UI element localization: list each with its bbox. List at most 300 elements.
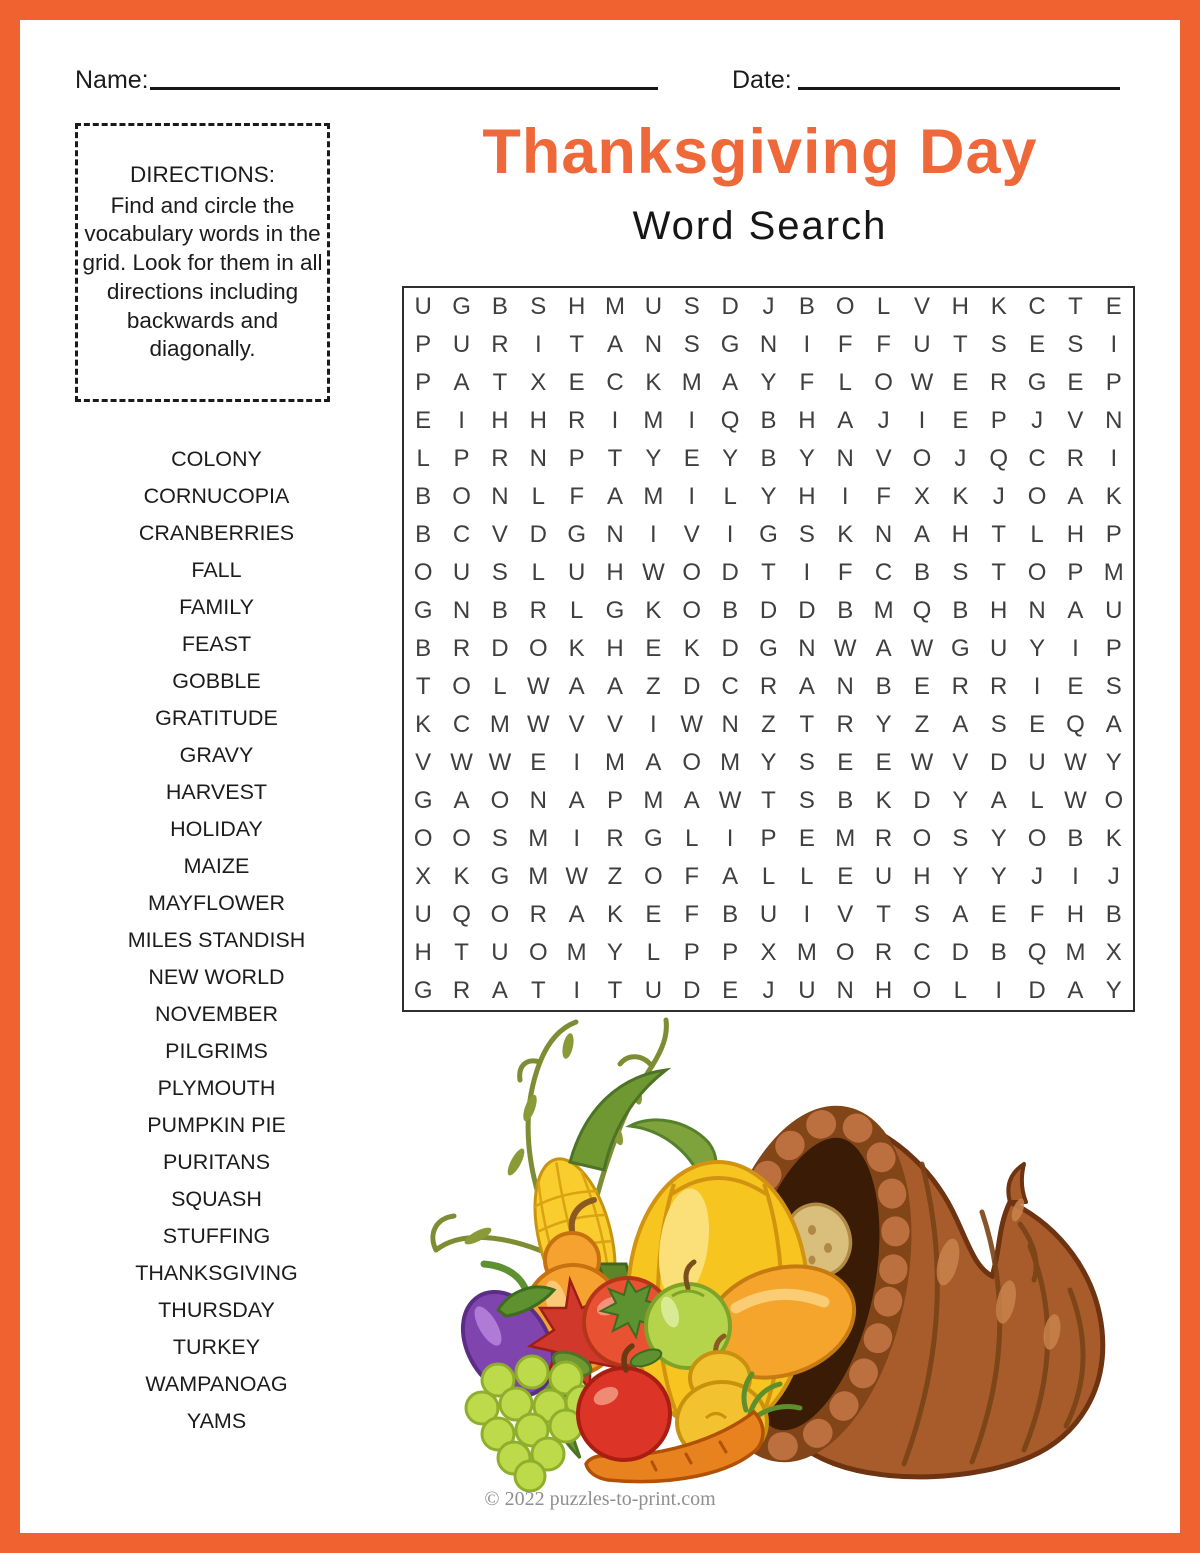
grid-cell[interactable]: H bbox=[567, 293, 586, 320]
grid-cell[interactable]: Z bbox=[761, 711, 776, 738]
grid-cell[interactable]: W bbox=[642, 559, 665, 586]
grid-cell[interactable]: S bbox=[913, 901, 930, 928]
grid-cell[interactable]: I bbox=[1072, 863, 1079, 890]
grid-cell[interactable]: D bbox=[721, 635, 739, 662]
grid-cell[interactable]: J bbox=[762, 293, 775, 320]
grid-cell[interactable]: C bbox=[874, 559, 893, 586]
grid-cell[interactable]: W bbox=[488, 749, 512, 776]
grid-cell[interactable]: J bbox=[954, 445, 967, 472]
grid-cell[interactable]: S bbox=[990, 711, 1007, 738]
grid-cell[interactable]: A bbox=[875, 635, 892, 662]
grid-cell[interactable]: T bbox=[492, 369, 508, 396]
grid-cell[interactable]: B bbox=[760, 407, 777, 434]
grid-cell[interactable]: E bbox=[415, 407, 432, 434]
grid-cell[interactable]: W bbox=[1064, 787, 1087, 814]
grid-cell[interactable]: R bbox=[759, 673, 778, 700]
grid-cell[interactable]: A bbox=[683, 787, 700, 814]
grid-cell[interactable]: A bbox=[1105, 711, 1122, 738]
grid-cell[interactable]: H bbox=[798, 483, 816, 510]
grid-cell[interactable]: K bbox=[875, 787, 892, 814]
grid-cell[interactable]: I bbox=[650, 521, 657, 548]
grid-cell[interactable]: T bbox=[876, 901, 891, 928]
grid-cell[interactable]: D bbox=[1028, 977, 1046, 1004]
grid-cell[interactable]: A bbox=[607, 673, 624, 700]
grid-cell[interactable]: T bbox=[1068, 293, 1083, 320]
grid-cell[interactable]: I bbox=[611, 407, 619, 434]
grid-cell[interactable]: U bbox=[913, 331, 931, 358]
grid-cell[interactable]: K bbox=[990, 293, 1007, 320]
grid-cell[interactable]: O bbox=[644, 863, 663, 890]
grid-cell[interactable]: E bbox=[913, 673, 930, 700]
grid-cell[interactable]: H bbox=[913, 863, 931, 890]
grid-cell[interactable]: W bbox=[1064, 749, 1087, 776]
grid-cell[interactable]: X bbox=[415, 863, 432, 890]
grid-cell[interactable]: Y bbox=[722, 445, 739, 472]
grid-cell[interactable]: I bbox=[726, 825, 734, 852]
grid-cell[interactable]: D bbox=[683, 977, 701, 1004]
grid-cell[interactable]: B bbox=[798, 293, 815, 320]
grid-cell[interactable]: L bbox=[685, 825, 699, 852]
grid-cell[interactable]: O bbox=[912, 445, 932, 472]
grid-cell[interactable]: D bbox=[683, 673, 701, 700]
grid-cell[interactable]: A bbox=[722, 369, 739, 396]
grid-cell[interactable]: W bbox=[910, 749, 934, 776]
grid-cell[interactable]: L bbox=[569, 597, 584, 624]
grid-cell[interactable]: O bbox=[528, 939, 548, 966]
grid-cell[interactable]: O bbox=[413, 559, 433, 586]
grid-cell[interactable]: T bbox=[799, 711, 815, 738]
grid-cell[interactable]: E bbox=[952, 369, 969, 396]
grid-cell[interactable]: T bbox=[415, 673, 431, 700]
grid-cell[interactable]: N bbox=[491, 483, 509, 510]
grid-cell[interactable]: I bbox=[534, 331, 542, 358]
grid-cell[interactable]: L bbox=[493, 673, 507, 700]
grid-cell[interactable]: J bbox=[992, 483, 1005, 510]
grid-cell[interactable]: N bbox=[1105, 407, 1123, 434]
grid-cell[interactable]: P bbox=[1105, 369, 1122, 396]
grid-cell[interactable]: R bbox=[491, 445, 509, 472]
grid-cell[interactable]: E bbox=[837, 749, 854, 776]
grid-cell[interactable]: I bbox=[458, 407, 465, 434]
grid-cell[interactable]: O bbox=[1027, 825, 1047, 852]
grid-cell[interactable]: V bbox=[952, 749, 969, 776]
grid-cell[interactable]: A bbox=[607, 331, 624, 358]
grid-cell[interactable]: E bbox=[683, 445, 700, 472]
grid-cell[interactable]: L bbox=[723, 483, 737, 510]
grid-cell[interactable]: Q bbox=[1066, 711, 1085, 738]
grid-cell[interactable]: I bbox=[841, 483, 849, 510]
grid-cell[interactable]: H bbox=[414, 939, 432, 966]
grid-cell[interactable]: L bbox=[1030, 787, 1044, 814]
grid-cell[interactable]: P bbox=[607, 787, 624, 814]
grid-cell[interactable]: S bbox=[530, 293, 547, 320]
grid-cell[interactable]: R bbox=[1066, 445, 1085, 472]
grid-cell[interactable]: M bbox=[643, 407, 664, 434]
grid-cell[interactable]: O bbox=[835, 939, 855, 966]
grid-cell[interactable]: U bbox=[644, 977, 663, 1004]
grid-cell[interactable]: W bbox=[526, 711, 550, 738]
grid-cell[interactable]: K bbox=[1105, 483, 1122, 510]
grid-cell[interactable]: H bbox=[990, 597, 1008, 624]
grid-cell[interactable]: H bbox=[606, 559, 624, 586]
grid-cell[interactable]: Y bbox=[645, 445, 662, 472]
grid-cell[interactable]: Z bbox=[646, 673, 661, 700]
grid-cell[interactable]: O bbox=[490, 901, 510, 928]
grid-cell[interactable]: A bbox=[607, 483, 624, 510]
grid-cell[interactable]: J bbox=[1031, 863, 1044, 890]
grid-cell[interactable]: P bbox=[568, 445, 585, 472]
grid-cell[interactable]: Y bbox=[990, 825, 1007, 852]
grid-cell[interactable]: C bbox=[913, 939, 931, 966]
grid-cell[interactable]: D bbox=[951, 939, 969, 966]
grid-cell[interactable]: V bbox=[837, 901, 854, 928]
grid-cell[interactable]: U bbox=[414, 901, 432, 928]
grid-cell[interactable]: E bbox=[645, 901, 662, 928]
grid-cell[interactable]: A bbox=[722, 863, 739, 890]
grid-cell[interactable]: M bbox=[528, 863, 549, 890]
grid-cell[interactable]: O bbox=[912, 825, 932, 852]
grid-cell[interactable]: Q bbox=[452, 901, 471, 928]
grid-cell[interactable]: S bbox=[990, 331, 1007, 358]
grid-cell[interactable]: V bbox=[913, 293, 930, 320]
grid-cell[interactable]: O bbox=[1027, 483, 1047, 510]
grid-cell[interactable]: C bbox=[606, 369, 624, 396]
grid-cell[interactable]: P bbox=[760, 825, 777, 852]
grid-cell[interactable]: S bbox=[1105, 673, 1122, 700]
grid-cell[interactable]: N bbox=[836, 977, 854, 1004]
grid-cell[interactable]: E bbox=[990, 901, 1007, 928]
grid-cell[interactable]: L bbox=[953, 977, 968, 1004]
grid-cell[interactable]: B bbox=[837, 597, 854, 624]
grid-cell[interactable]: T bbox=[530, 977, 546, 1004]
grid-cell[interactable]: R bbox=[567, 407, 586, 434]
grid-cell[interactable]: U bbox=[414, 293, 432, 320]
grid-cell[interactable]: M bbox=[528, 825, 549, 852]
grid-cell[interactable]: L bbox=[838, 369, 852, 396]
grid-cell[interactable]: G bbox=[567, 521, 586, 548]
grid-cell[interactable]: W bbox=[526, 673, 550, 700]
grid-cell[interactable]: S bbox=[952, 559, 969, 586]
grid-cell[interactable]: M bbox=[643, 483, 664, 510]
grid-cell[interactable]: R bbox=[874, 825, 893, 852]
name-input-line[interactable] bbox=[150, 64, 658, 90]
grid-cell[interactable]: O bbox=[413, 825, 433, 852]
grid-cell[interactable]: O bbox=[1027, 559, 1047, 586]
grid-cell[interactable]: A bbox=[990, 787, 1007, 814]
grid-cell[interactable]: G bbox=[720, 331, 740, 358]
grid-cell[interactable]: I bbox=[1072, 635, 1079, 662]
grid-cell[interactable]: H bbox=[491, 407, 509, 434]
grid-cell[interactable]: E bbox=[645, 635, 662, 662]
grid-cell[interactable]: L bbox=[531, 559, 545, 586]
grid-cell[interactable]: E bbox=[1067, 369, 1084, 396]
grid-cell[interactable]: F bbox=[837, 559, 853, 586]
grid-cell[interactable]: Q bbox=[912, 597, 932, 624]
grid-cell[interactable]: A bbox=[1067, 977, 1084, 1004]
grid-cell[interactable]: T bbox=[607, 445, 623, 472]
grid-cell[interactable]: R bbox=[874, 939, 893, 966]
grid-cell[interactable]: S bbox=[952, 825, 969, 852]
grid-cell[interactable]: V bbox=[683, 521, 700, 548]
grid-cell[interactable]: G bbox=[644, 825, 663, 852]
grid-cell[interactable]: V bbox=[1067, 407, 1084, 434]
grid-cell[interactable]: I bbox=[726, 521, 734, 548]
grid-cell[interactable]: T bbox=[761, 559, 776, 586]
grid-cell[interactable]: E bbox=[722, 977, 739, 1004]
grid-cell[interactable]: O bbox=[682, 559, 702, 586]
grid-cell[interactable]: M bbox=[643, 787, 664, 814]
grid-cell[interactable]: I bbox=[803, 901, 811, 928]
grid-cell[interactable]: L bbox=[761, 863, 776, 890]
grid-cell[interactable]: N bbox=[798, 635, 816, 662]
grid-cell[interactable]: Y bbox=[875, 711, 892, 738]
grid-cell[interactable]: I bbox=[573, 749, 580, 776]
grid-cell[interactable]: G bbox=[452, 293, 471, 320]
grid-cell[interactable]: Y bbox=[1105, 977, 1122, 1004]
grid-cell[interactable]: A bbox=[568, 673, 585, 700]
grid-cell[interactable]: Y bbox=[760, 483, 777, 510]
grid-cell[interactable]: R bbox=[951, 673, 969, 700]
grid-cell[interactable]: N bbox=[874, 521, 893, 548]
grid-cell[interactable]: I bbox=[573, 977, 580, 1004]
grid-cell[interactable]: B bbox=[760, 445, 777, 472]
grid-cell[interactable]: P bbox=[453, 445, 470, 472]
grid-cell[interactable]: O bbox=[682, 597, 702, 624]
grid-cell[interactable]: A bbox=[568, 901, 585, 928]
grid-cell[interactable]: L bbox=[646, 939, 661, 966]
grid-cell[interactable]: N bbox=[836, 445, 854, 472]
grid-cell[interactable]: H bbox=[1066, 521, 1085, 548]
grid-cell[interactable]: M bbox=[489, 711, 510, 738]
grid-cell[interactable]: T bbox=[953, 331, 968, 358]
grid-cell[interactable]: Q bbox=[720, 407, 740, 434]
grid-cell[interactable]: E bbox=[1067, 673, 1084, 700]
grid-cell[interactable]: U bbox=[644, 293, 663, 320]
grid-cell[interactable]: B bbox=[990, 939, 1007, 966]
grid-cell[interactable]: G bbox=[413, 787, 433, 814]
grid-cell[interactable]: M bbox=[605, 293, 626, 320]
grid-cell[interactable]: Z bbox=[914, 711, 930, 738]
grid-cell[interactable]: H bbox=[874, 977, 893, 1004]
grid-cell[interactable]: R bbox=[529, 901, 547, 928]
grid-cell[interactable]: B bbox=[415, 521, 432, 548]
grid-cell[interactable]: J bbox=[877, 407, 890, 434]
grid-cell[interactable]: N bbox=[452, 597, 471, 624]
grid-cell[interactable]: A bbox=[453, 787, 470, 814]
grid-cell[interactable]: A bbox=[1067, 483, 1084, 510]
grid-cell[interactable]: W bbox=[565, 863, 588, 890]
grid-cell[interactable]: Y bbox=[952, 863, 969, 890]
grid-cell[interactable]: C bbox=[452, 711, 471, 738]
grid-cell[interactable]: B bbox=[952, 597, 969, 624]
grid-cell[interactable]: H bbox=[529, 407, 547, 434]
grid-cell[interactable]: H bbox=[951, 293, 969, 320]
grid-cell[interactable]: V bbox=[415, 749, 432, 776]
grid-cell[interactable]: I bbox=[1110, 445, 1118, 472]
grid-cell[interactable]: M bbox=[605, 749, 626, 776]
grid-cell[interactable]: T bbox=[569, 331, 584, 358]
grid-cell[interactable]: Z bbox=[607, 863, 623, 890]
grid-cell[interactable]: V bbox=[875, 445, 892, 472]
grid-cell[interactable]: C bbox=[452, 521, 471, 548]
grid-cell[interactable]: I bbox=[573, 825, 580, 852]
grid-cell[interactable]: K bbox=[415, 711, 432, 738]
grid-cell[interactable]: P bbox=[1105, 521, 1122, 548]
grid-cell[interactable]: A bbox=[453, 369, 470, 396]
grid-cell[interactable]: P bbox=[1105, 635, 1122, 662]
grid-cell[interactable]: U bbox=[759, 901, 778, 928]
grid-cell[interactable]: Q bbox=[989, 445, 1009, 472]
grid-cell[interactable]: R bbox=[491, 331, 509, 358]
grid-cell[interactable]: E bbox=[1105, 293, 1122, 320]
grid-cell[interactable]: O bbox=[452, 483, 471, 510]
grid-cell[interactable]: O bbox=[1104, 787, 1124, 814]
grid-cell[interactable]: D bbox=[990, 749, 1008, 776]
grid-cell[interactable]: K bbox=[568, 635, 585, 662]
grid-cell[interactable]: U bbox=[1105, 597, 1123, 624]
grid-cell[interactable]: A bbox=[645, 749, 662, 776]
grid-cell[interactable]: S bbox=[1067, 331, 1084, 358]
grid-cell[interactable]: W bbox=[910, 635, 934, 662]
grid-cell[interactable]: Y bbox=[1029, 635, 1046, 662]
grid-cell[interactable]: N bbox=[529, 445, 547, 472]
grid-cell[interactable]: G bbox=[759, 521, 778, 548]
grid-cell[interactable]: F bbox=[837, 331, 853, 358]
grid-cell[interactable]: B bbox=[722, 597, 739, 624]
grid-cell[interactable]: B bbox=[875, 673, 892, 700]
grid-cell[interactable]: B bbox=[491, 597, 508, 624]
grid-cell[interactable]: P bbox=[990, 407, 1007, 434]
grid-cell[interactable]: P bbox=[1067, 559, 1084, 586]
grid-cell[interactable]: Y bbox=[990, 863, 1007, 890]
grid-cell[interactable]: G bbox=[490, 863, 510, 890]
grid-cell[interactable]: A bbox=[1067, 597, 1084, 624]
grid-cell[interactable]: N bbox=[529, 787, 547, 814]
grid-cell[interactable]: Y bbox=[760, 369, 777, 396]
grid-cell[interactable]: I bbox=[688, 407, 696, 434]
grid-cell[interactable]: Y bbox=[952, 787, 969, 814]
grid-cell[interactable]: T bbox=[991, 559, 1007, 586]
grid-cell[interactable]: P bbox=[415, 369, 432, 396]
grid-cell[interactable]: O bbox=[874, 369, 893, 396]
grid-cell[interactable]: A bbox=[913, 521, 930, 548]
grid-cell[interactable]: U bbox=[798, 977, 816, 1004]
grid-cell[interactable]: J bbox=[1031, 407, 1044, 434]
grid-cell[interactable]: W bbox=[833, 635, 857, 662]
grid-cell[interactable]: O bbox=[452, 673, 471, 700]
grid-cell[interactable]: H bbox=[606, 635, 624, 662]
grid-cell[interactable]: K bbox=[645, 369, 662, 396]
grid-cell[interactable]: F bbox=[876, 331, 891, 358]
grid-cell[interactable]: H bbox=[798, 407, 816, 434]
grid-cell[interactable]: U bbox=[874, 863, 893, 890]
grid-cell[interactable]: V bbox=[607, 711, 624, 738]
grid-cell[interactable]: C bbox=[1028, 293, 1046, 320]
grid-cell[interactable]: A bbox=[568, 787, 585, 814]
grid-cell[interactable]: E bbox=[1029, 331, 1046, 358]
grid-cell[interactable]: K bbox=[645, 597, 662, 624]
grid-cell[interactable]: Y bbox=[1105, 749, 1122, 776]
grid-cell[interactable]: T bbox=[607, 977, 623, 1004]
grid-cell[interactable]: E bbox=[952, 407, 969, 434]
grid-cell[interactable]: F bbox=[799, 369, 815, 396]
grid-cell[interactable]: S bbox=[683, 331, 700, 358]
grid-cell[interactable]: H bbox=[951, 521, 969, 548]
grid-cell[interactable]: F bbox=[684, 863, 700, 890]
grid-cell[interactable]: P bbox=[683, 939, 700, 966]
grid-cell[interactable]: X bbox=[1105, 939, 1122, 966]
grid-cell[interactable]: P bbox=[722, 939, 739, 966]
grid-cell[interactable]: L bbox=[800, 863, 814, 890]
grid-cell[interactable]: J bbox=[1107, 863, 1120, 890]
grid-cell[interactable]: M bbox=[835, 825, 856, 852]
grid-cell[interactable]: D bbox=[913, 787, 931, 814]
grid-cell[interactable]: U bbox=[452, 331, 471, 358]
grid-cell[interactable]: R bbox=[836, 711, 854, 738]
grid-cell[interactable]: E bbox=[1029, 711, 1046, 738]
grid-cell[interactable]: A bbox=[491, 977, 508, 1004]
grid-cell[interactable]: I bbox=[1033, 673, 1041, 700]
grid-cell[interactable]: U bbox=[1028, 749, 1046, 776]
grid-cell[interactable]: B bbox=[913, 559, 930, 586]
grid-cell[interactable]: X bbox=[913, 483, 930, 510]
grid-cell[interactable]: L bbox=[1030, 521, 1044, 548]
grid-cell[interactable]: I bbox=[803, 331, 811, 358]
grid-cell[interactable]: B bbox=[491, 293, 508, 320]
grid-cell[interactable]: B bbox=[722, 901, 739, 928]
grid-cell[interactable]: M bbox=[566, 939, 587, 966]
grid-cell[interactable]: M bbox=[720, 749, 741, 776]
grid-cell[interactable]: D bbox=[721, 293, 739, 320]
grid-cell[interactable]: C bbox=[1028, 445, 1046, 472]
grid-cell[interactable]: S bbox=[491, 559, 508, 586]
grid-cell[interactable]: S bbox=[683, 293, 700, 320]
grid-cell[interactable]: M bbox=[873, 597, 894, 624]
grid-cell[interactable]: N bbox=[644, 331, 663, 358]
grid-cell[interactable]: R bbox=[990, 673, 1008, 700]
grid-cell[interactable]: X bbox=[760, 939, 777, 966]
grid-cell[interactable]: U bbox=[452, 559, 471, 586]
grid-cell[interactable]: O bbox=[835, 293, 855, 320]
grid-cell[interactable]: G bbox=[759, 635, 778, 662]
grid-cell[interactable]: U bbox=[491, 939, 509, 966]
grid-cell[interactable]: Y bbox=[607, 939, 624, 966]
grid-cell[interactable]: E bbox=[568, 369, 585, 396]
grid-cell[interactable]: W bbox=[910, 369, 934, 396]
grid-cell[interactable]: B bbox=[837, 787, 854, 814]
grid-cell[interactable]: I bbox=[650, 711, 657, 738]
grid-cell[interactable]: N bbox=[759, 331, 778, 358]
grid-cell[interactable]: N bbox=[606, 521, 624, 548]
grid-cell[interactable]: Y bbox=[798, 445, 815, 472]
grid-cell[interactable]: R bbox=[452, 977, 471, 1004]
grid-cell[interactable]: T bbox=[761, 787, 776, 814]
grid-cell[interactable]: E bbox=[798, 825, 815, 852]
grid-cell[interactable]: X bbox=[530, 369, 547, 396]
grid-cell[interactable]: D bbox=[491, 635, 509, 662]
grid-cell[interactable]: G bbox=[605, 597, 625, 624]
grid-cell[interactable]: F bbox=[876, 483, 891, 510]
grid-cell[interactable]: K bbox=[1105, 825, 1122, 852]
grid-cell[interactable]: A bbox=[798, 673, 815, 700]
grid-cell[interactable]: G bbox=[413, 597, 433, 624]
grid-cell[interactable]: P bbox=[415, 331, 432, 358]
grid-cell[interactable]: L bbox=[416, 445, 430, 472]
grid-cell[interactable]: S bbox=[491, 825, 508, 852]
grid-cell[interactable]: I bbox=[918, 407, 926, 434]
grid-cell[interactable]: Q bbox=[1027, 939, 1047, 966]
grid-cell[interactable]: O bbox=[682, 749, 702, 776]
